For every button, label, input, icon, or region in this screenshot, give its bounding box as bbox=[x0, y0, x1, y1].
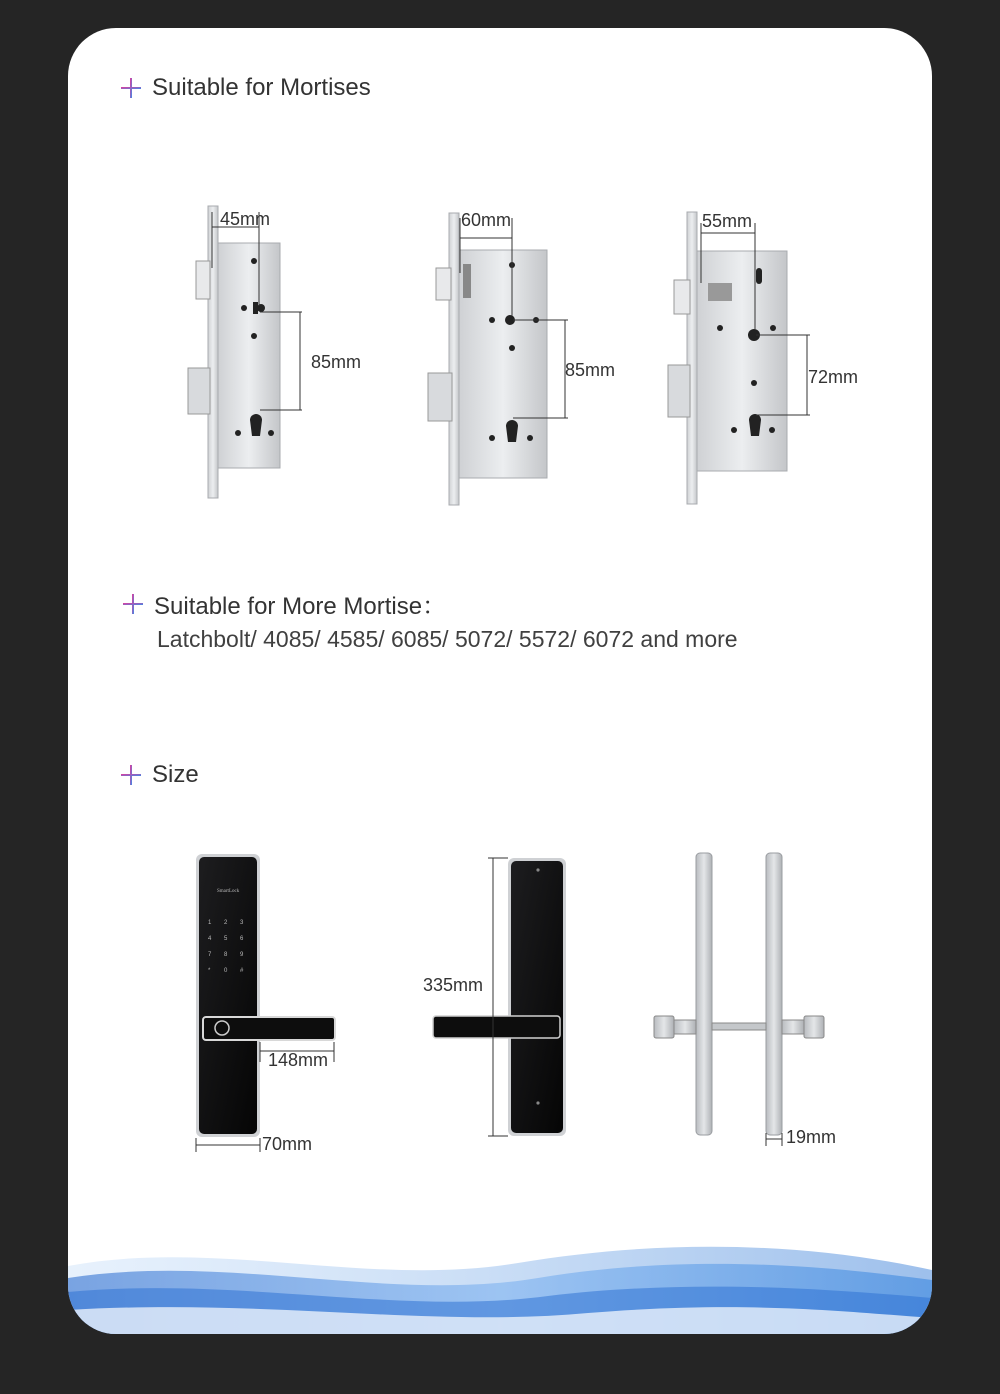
mortise-60-85 bbox=[428, 213, 568, 505]
lock-width-label: 70mm bbox=[262, 1134, 313, 1154]
mortise1-backset-label: 45mm bbox=[220, 209, 271, 229]
svg-text:2: 2 bbox=[224, 920, 228, 926]
mortise3-center-label: 72mm bbox=[808, 367, 859, 387]
svg-text:5: 5 bbox=[224, 936, 228, 942]
section-title-text: Suitable for Mortises bbox=[152, 74, 371, 101]
mortise1-center-label: 85mm bbox=[311, 352, 362, 372]
section-title-text: Suitable for More Mortise： bbox=[154, 593, 447, 620]
svg-text:SmartLock: SmartLock bbox=[217, 889, 240, 894]
content-card bbox=[68, 28, 932, 1334]
wave-decoration bbox=[68, 1247, 932, 1334]
mortise-55-72 bbox=[668, 212, 810, 504]
svg-text:3: 3 bbox=[240, 920, 244, 926]
svg-text:1: 1 bbox=[208, 920, 212, 926]
mortise2-center-label: 85mm bbox=[565, 360, 616, 380]
mortise3-backset-label: 55mm bbox=[702, 211, 753, 231]
lock-back-view bbox=[433, 858, 566, 1136]
svg-text:#: # bbox=[240, 968, 244, 974]
section-title-text: Size bbox=[152, 761, 199, 788]
lock-thickness-label: 19mm bbox=[786, 1127, 837, 1147]
mortise2-backset-label: 60mm bbox=[461, 210, 512, 230]
lock-front-view bbox=[196, 854, 335, 1152]
svg-text:4: 4 bbox=[208, 936, 212, 942]
handle-length-label: 148mm bbox=[268, 1050, 329, 1070]
mortise-45-85 bbox=[188, 206, 302, 498]
lock-height-label: 335mm bbox=[423, 975, 484, 995]
svg-text:0: 0 bbox=[224, 968, 228, 974]
lock-side-view bbox=[654, 853, 824, 1146]
svg-text:6: 6 bbox=[240, 936, 244, 942]
svg-text:*: * bbox=[208, 968, 211, 974]
mortise-model-list: Latchbolt/ 4085/ 4585/ 6085/ 5072/ 5572/ 6072 and more bbox=[157, 626, 738, 652]
svg-text:8: 8 bbox=[224, 952, 228, 958]
svg-text:9: 9 bbox=[240, 952, 244, 958]
svg-text:7: 7 bbox=[208, 952, 212, 958]
